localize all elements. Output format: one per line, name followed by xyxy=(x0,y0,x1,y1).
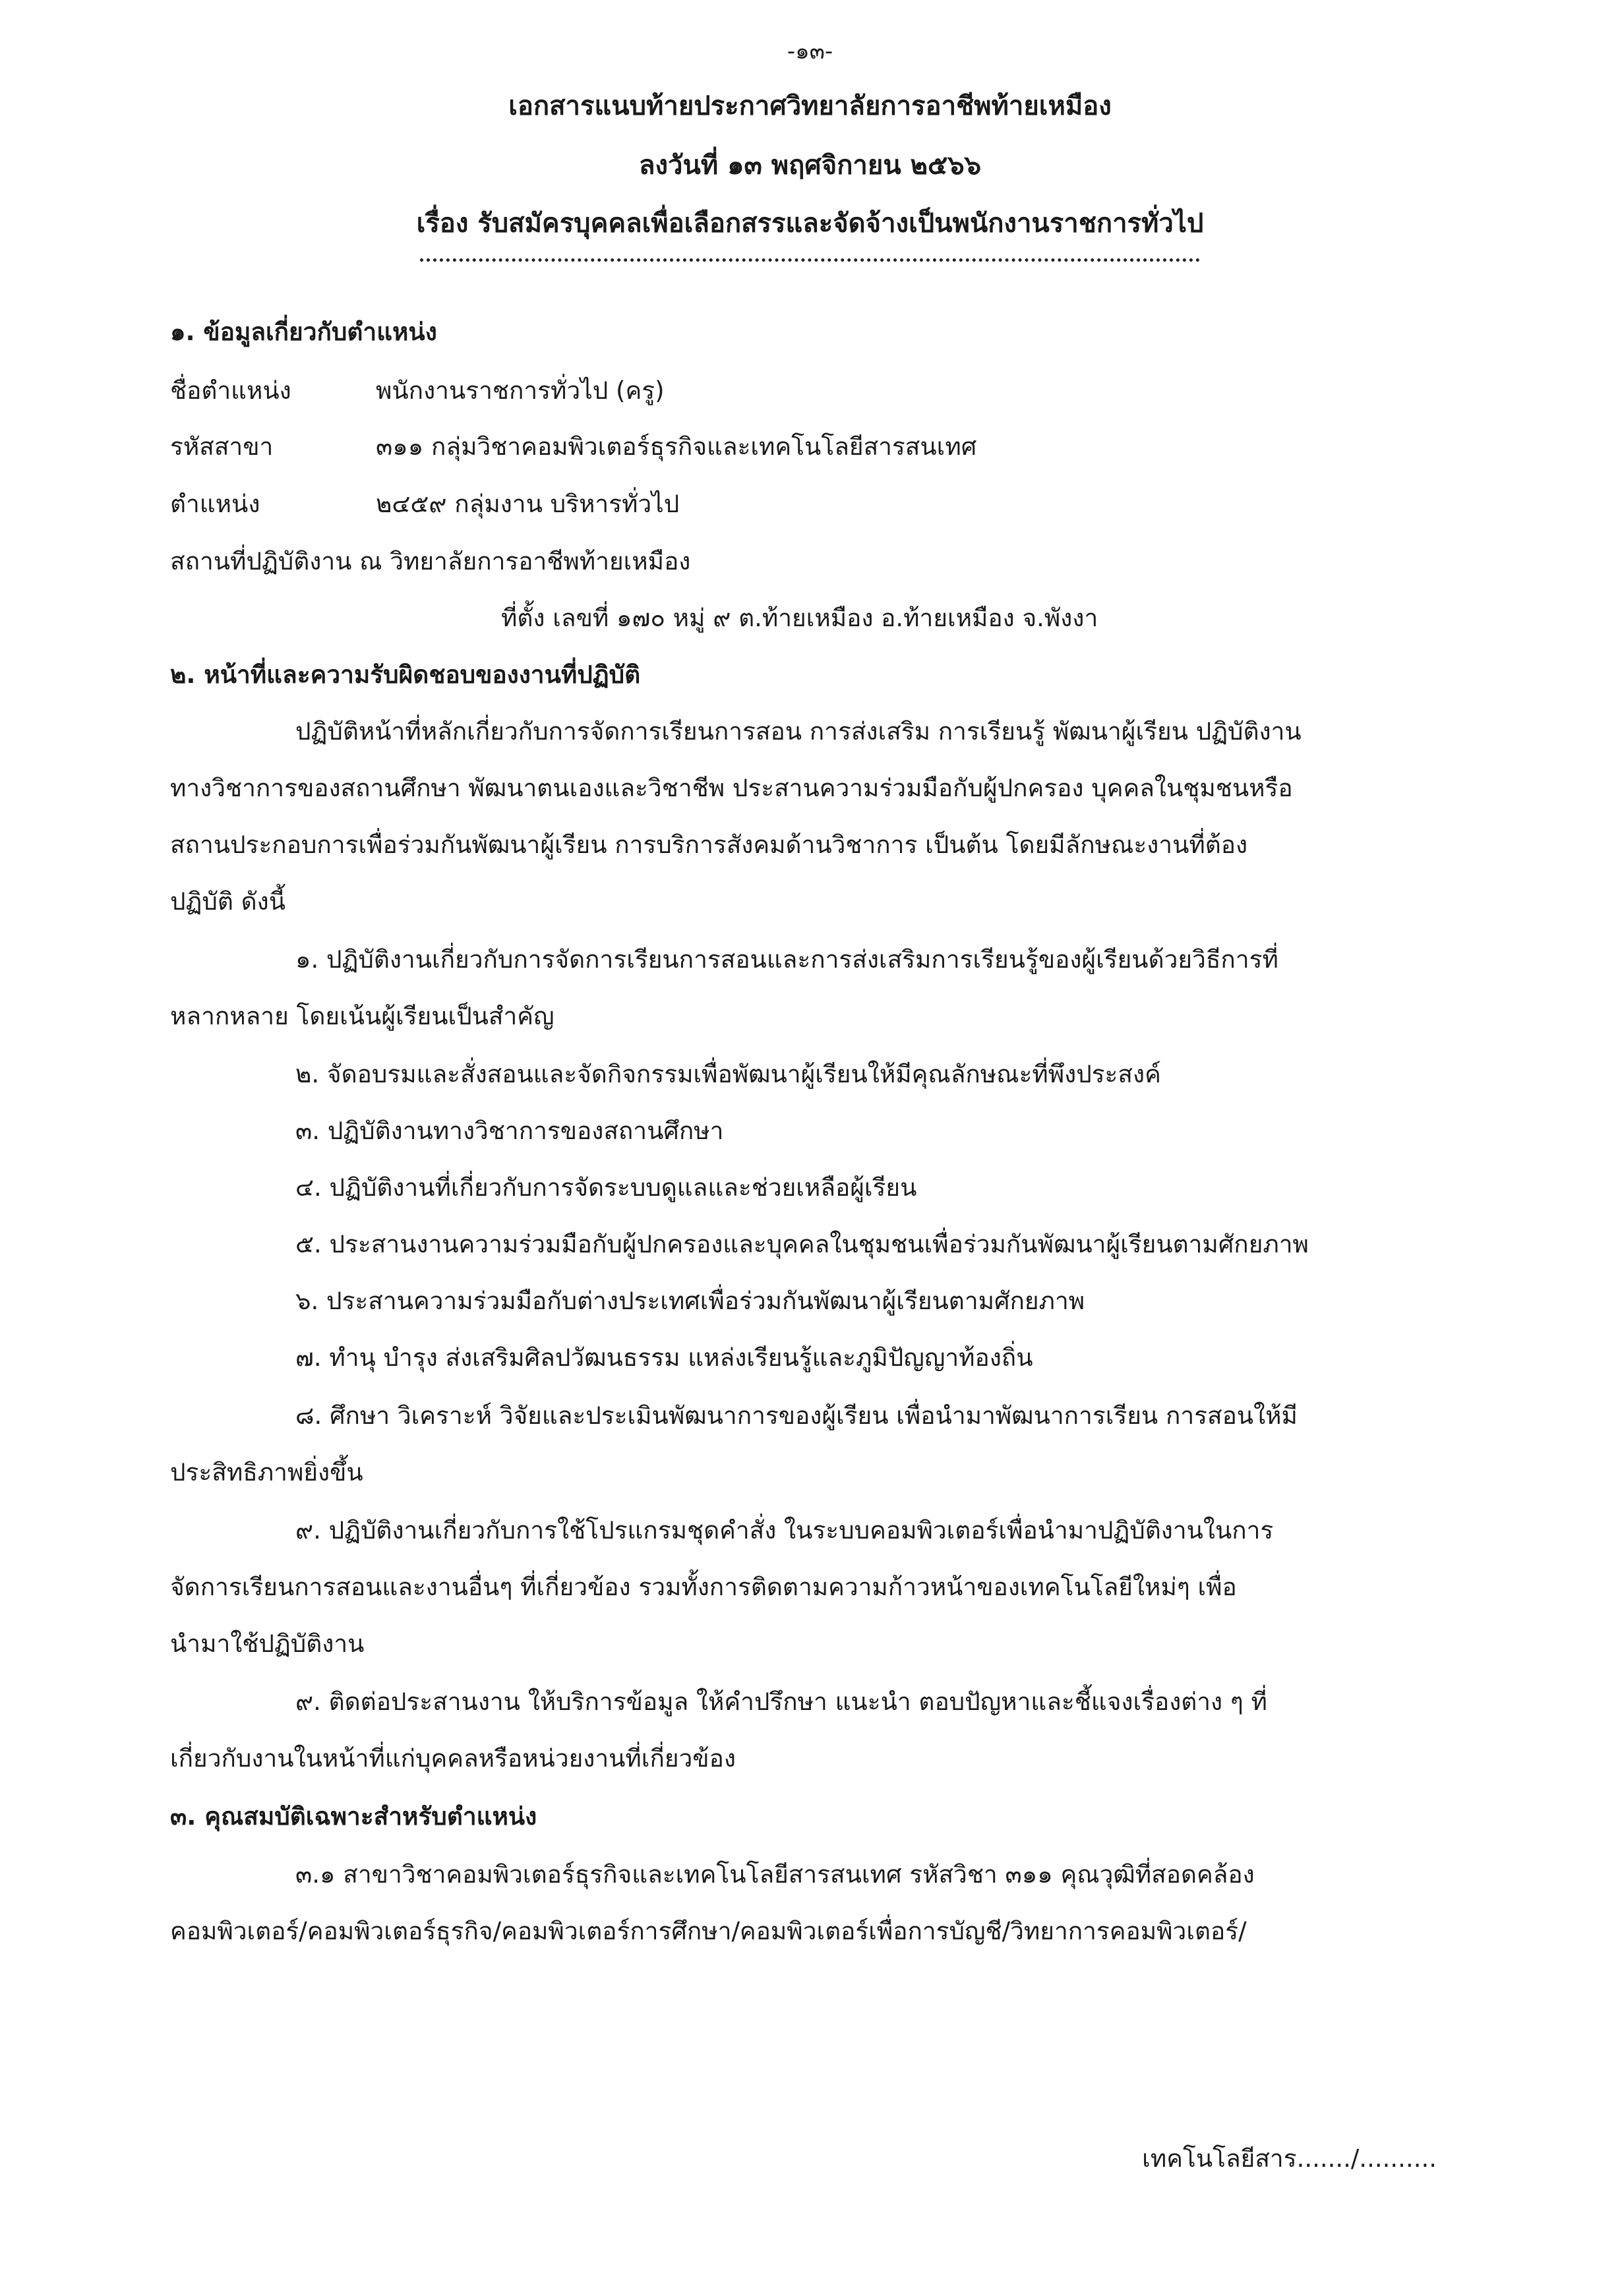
workplace-address: ที่ตั้ง เลขที่ ๑๗๐ หมู่ ๙ ต.ท้ายเหมือง อ.ท้ายเหมือง จ.พังงา xyxy=(501,604,1098,632)
duty-item: ๘. ศึกษา วิเคราะห์ วิจัยและประเมินพัฒนาการของผู้เรียน เพื่อนำมาพัฒนาการเรียน การสอนให้มี xyxy=(295,1401,1298,1430)
duty-item: ๙. ติดต่อประสานงาน ให้บริการข้อมูล ให้คำปรึกษา แนะนำ ตอบปัญหาและชี้แจงเรื่องต่าง ๆ ที่ xyxy=(295,1688,1267,1716)
duty-item-continued: ประสิทธิภาพยิ่งขึ้น xyxy=(170,1458,363,1487)
qualification-line: ๓.๑ สาขาวิชาคอมพิวเตอร์ธุรกิจและเทคโนโลยีสารสนเทศ รหัสวิชา ๓๑๑ คุณวุฒิที่สอดคล้อง xyxy=(295,1860,1255,1889)
duty-item: ๔. ปฏิบัติงานที่เกี่ยวกับการจัดระบบดูแลและช่วยเหลือผู้เรียน xyxy=(295,1173,917,1202)
page-number: -๑๓- xyxy=(787,38,833,65)
duty-item: ๙. ปฏิบัติงานเกี่ยวกับการใช้โปรแกรมชุดคำสั่ง ในระบบคอมพิวเตอร์เพื่อนำมาปฏิบัติงานในการ xyxy=(295,1516,1274,1545)
branch-code-label: รหัสสาขา xyxy=(170,432,274,461)
duty-item: ๑. ปฏิบัติงานเกี่ยวกับการจัดการเรียนการสอนและการส่งเสริมการเรียนรู้ของผู้เรียนด้วยวิธีการที่ xyxy=(295,945,1278,974)
position-label: ตำแหน่ง xyxy=(170,490,260,518)
duty-item: ๒. จัดอบรมและสั่งสอนและจัดกิจกรรมเพื่อพัฒนาผู้เรียนให้มีคุณลักษณะที่พึงประสงค์ xyxy=(295,1060,1161,1088)
dotted-separator xyxy=(420,258,1200,262)
duty-item-continued: นำมาใช้ปฏิบัติงาน xyxy=(170,1630,365,1658)
workplace: สถานที่ปฏิบัติงาน ณ วิทยาลัยการอาชีพท้ายเหมือง xyxy=(170,547,691,575)
intro-line: สถานประกอบการเพื่อร่วมกันพัฒนาผู้เรียน การบริการสังคมด้านวิชาการ เป็นต้น โดยมีลักษณะงานที่ต้อง xyxy=(170,831,1248,859)
position-name-label: ชื่อตำแหน่ง xyxy=(170,376,291,405)
intro-line: ปฏิบัติหน้าที่หลักเกี่ยวกับการจัดการเรียนการสอน การส่งเสริม การเรียนรู้ พัฒนาผู้เรียน ปฏิบัติงาน xyxy=(295,717,1302,746)
duty-item: ๗. ทำนุ บำรุง ส่งเสริมศิลปวัฒนธรรม แหล่งเรียนรู้และภูมิปัญญาท้องถิ่น xyxy=(295,1343,1033,1372)
intro-line: ปฏิบัติ ดังนี้ xyxy=(170,887,285,916)
duty-item: ๓. ปฏิบัติงานทางวิชาการของสถานศึกษา xyxy=(295,1117,724,1145)
branch-code-value: ๓๑๑ กลุ่มวิชาคอมพิวเตอร์ธุรกิจและเทคโนโลยีสารสนเทศ xyxy=(376,432,977,461)
section3-title: ๓. คุณสมบัติเฉพาะสำหรับตำแหน่ง xyxy=(170,1802,537,1831)
duty-item-continued: หลากหลาย โดยเน้นผู้เรียนเป็นสำคัญ xyxy=(170,1002,555,1030)
section1-title: ๑. ข้อมูลเกี่ยวกับตำแหน่ง xyxy=(170,318,437,346)
continuation-marker: เทคโนโลยีสาร......./.......... xyxy=(1142,2144,1437,2173)
intro-line: ทางวิชาการของสถานศึกษา พัฒนาตนเองและวิชาชีพ ประสานความร่วมมือกับผู้ปกครอง บุคคลในชุมชนหรือ xyxy=(170,774,1293,802)
duty-item: ๕. ประสานงานความร่วมมือกับผู้ปกครองและบุคคลในชุมชนเพื่อร่วมกันพัฒนาผู้เรียนตามศักยภาพ xyxy=(295,1230,1309,1258)
header-title: เอกสารแนบท้ายประกาศวิทยาลัยการอาชีพท้ายเหมือง xyxy=(508,91,1112,121)
duty-item-continued: เกี่ยวกับงานในหน้าที่แก่บุคคลหรือหน่วยงานที่เกี่ยวข้อง xyxy=(170,1744,736,1773)
qualification-line-continued: คอมพิวเตอร์/คอมพิวเตอร์ธุรกิจ/คอมพิวเตอร์การศึกษา/คอมพิวเตอร์เพื่อการบัญชี/วิทยาการคอมพิวเตอร์/ xyxy=(170,1917,1247,1945)
position-value: ๒๔๕๙ กลุ่มงาน บริหารทั่วไป xyxy=(376,490,680,518)
header-date: ลงวันที่ ๑๓ พฤศจิกายน ๒๕๖๖ xyxy=(638,150,982,181)
position-name-value: พนักงานราชการทั่วไป (ครู) xyxy=(376,376,665,405)
section2-title: ๒. หน้าที่และความรับผิดชอบของงานที่ปฏิบัติ xyxy=(170,661,641,689)
header-subject: เรื่อง รับสมัครบุคคลเพื่อเลือกสรรและจัดจ้างเป็นพนักงานราชการทั่วไป xyxy=(416,208,1204,239)
duty-item: ๖. ประสานความร่วมมือกับต่างประเทศเพื่อร่วมกันพัฒนาผู้เรียนตามศักยภาพ xyxy=(295,1287,1085,1315)
duty-item-continued: จัดการเรียนการสอนและงานอื่นๆ ที่เกี่ยวข้อง รวมทั้งการติดตามความก้าวหน้าของเทคโนโลยีใหม่ๆ เพื่อ xyxy=(170,1573,1237,1601)
